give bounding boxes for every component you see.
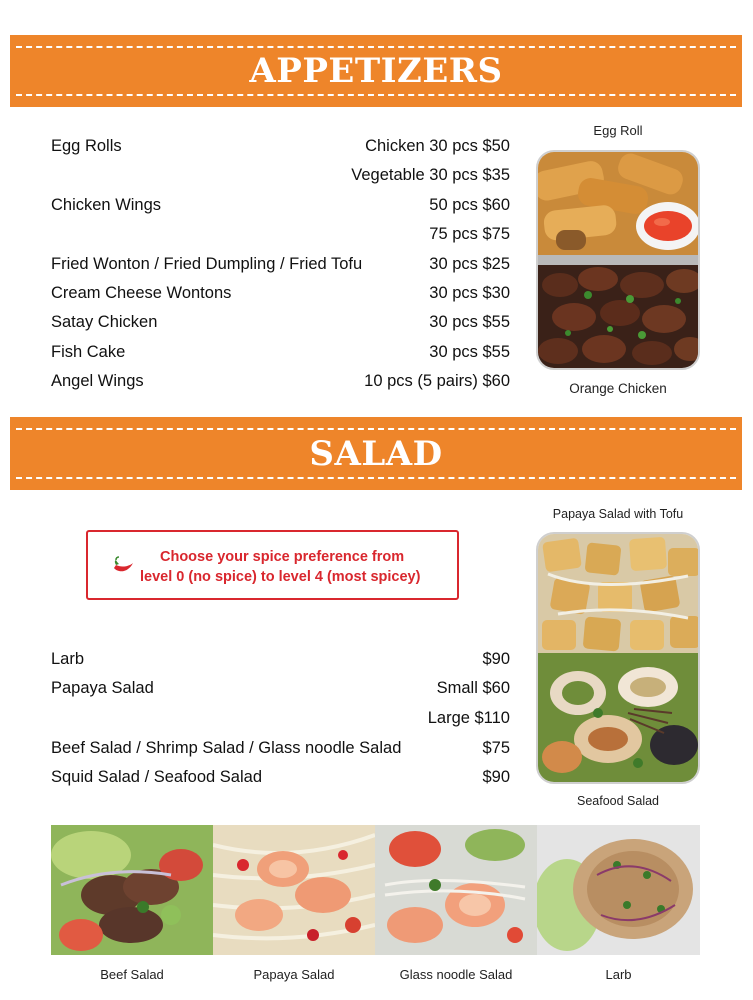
- strip-caption: Beef Salad: [100, 967, 164, 982]
- menu-item-name: Squid Salad / Seafood Salad: [51, 768, 262, 786]
- seafood-salad-photo: [538, 653, 698, 782]
- orange-chicken-caption: Orange Chicken: [569, 381, 667, 396]
- appetizer-photo-panel: [536, 150, 700, 370]
- spice-note-line2: level 0 (no spice) to level 4 (most spicey): [140, 569, 421, 585]
- papaya-salad-photo: [213, 825, 375, 955]
- menu-item-price: $75: [482, 739, 510, 757]
- menu-item-name: Angel Wings: [51, 372, 144, 390]
- orange-chicken-photo: [538, 255, 698, 368]
- banner-dash-top: [16, 46, 736, 48]
- menu-item-price: 30 pcs $30: [429, 284, 510, 302]
- menu-item-price: 30 pcs $25: [429, 255, 510, 273]
- spice-note-line1: Choose your spice preference from: [160, 549, 405, 565]
- strip-caption: Glass noodle Salad: [399, 967, 513, 982]
- menu-item-name: Fish Cake: [51, 343, 126, 361]
- menu-item-price: Small $60: [436, 679, 510, 697]
- menu-item-name: Larb: [51, 650, 85, 668]
- menu-item-price: Vegetable 30 pcs $35: [351, 166, 510, 184]
- appetizers-banner: [10, 35, 742, 107]
- banner-dash-bottom: [16, 94, 736, 96]
- menu-item-price: $90: [482, 650, 510, 668]
- appetizers-title: APPETIZERS: [249, 51, 503, 91]
- papaya-tofu-caption: Papaya Salad with Tofu: [552, 507, 684, 521]
- larb-photo: [537, 825, 700, 955]
- chili-pepper-icon: [110, 555, 136, 580]
- menu-item-name: Beef Salad / Shrimp Salad / Glass noodle Salad: [51, 739, 402, 757]
- menu-item-price: 30 pcs $55: [429, 313, 510, 331]
- menu-item-price: 75 pcs $75: [429, 225, 510, 243]
- menu-item-name: Cream Cheese Wontons: [51, 284, 232, 302]
- menu-item-name: Papaya Salad: [51, 679, 154, 697]
- papaya-salad-tofu-photo: [538, 534, 698, 654]
- strip-caption: Larb: [605, 967, 632, 982]
- menu-item-name: Satay Chicken: [51, 313, 158, 331]
- seafood-salad-caption: Seafood Salad: [576, 794, 659, 808]
- menu-item-name: Fried Wonton / Fried Dumpling / Fried Tofu: [51, 255, 363, 273]
- menu-item-name: Egg Rolls: [51, 137, 122, 155]
- glass-noodle-salad-photo: [375, 825, 537, 955]
- salad-banner: [10, 417, 742, 490]
- banner-dash-top: [16, 428, 736, 430]
- menu-item-price: 30 pcs $55: [429, 343, 510, 361]
- salad-photo-panel: [536, 532, 700, 784]
- menu-item-price: Large $110: [427, 709, 510, 727]
- egg-roll-caption: Egg Roll: [593, 123, 643, 138]
- menu-item-price: Chicken 30 pcs $50: [365, 137, 510, 155]
- banner-dash-bottom: [16, 477, 736, 479]
- egg-roll-photo: [538, 152, 698, 256]
- spice-note-box: [86, 530, 459, 600]
- menu-item-price: $90: [482, 768, 510, 786]
- strip-caption: Papaya Salad: [253, 967, 335, 982]
- menu-item-price: 10 pcs (5 pairs) $60: [364, 372, 510, 390]
- salad-title: SALAD: [309, 433, 443, 474]
- beef-salad-photo: [51, 825, 213, 955]
- menu-item-price: 50 pcs $60: [429, 196, 510, 214]
- menu-item-name: Chicken Wings: [51, 196, 162, 214]
